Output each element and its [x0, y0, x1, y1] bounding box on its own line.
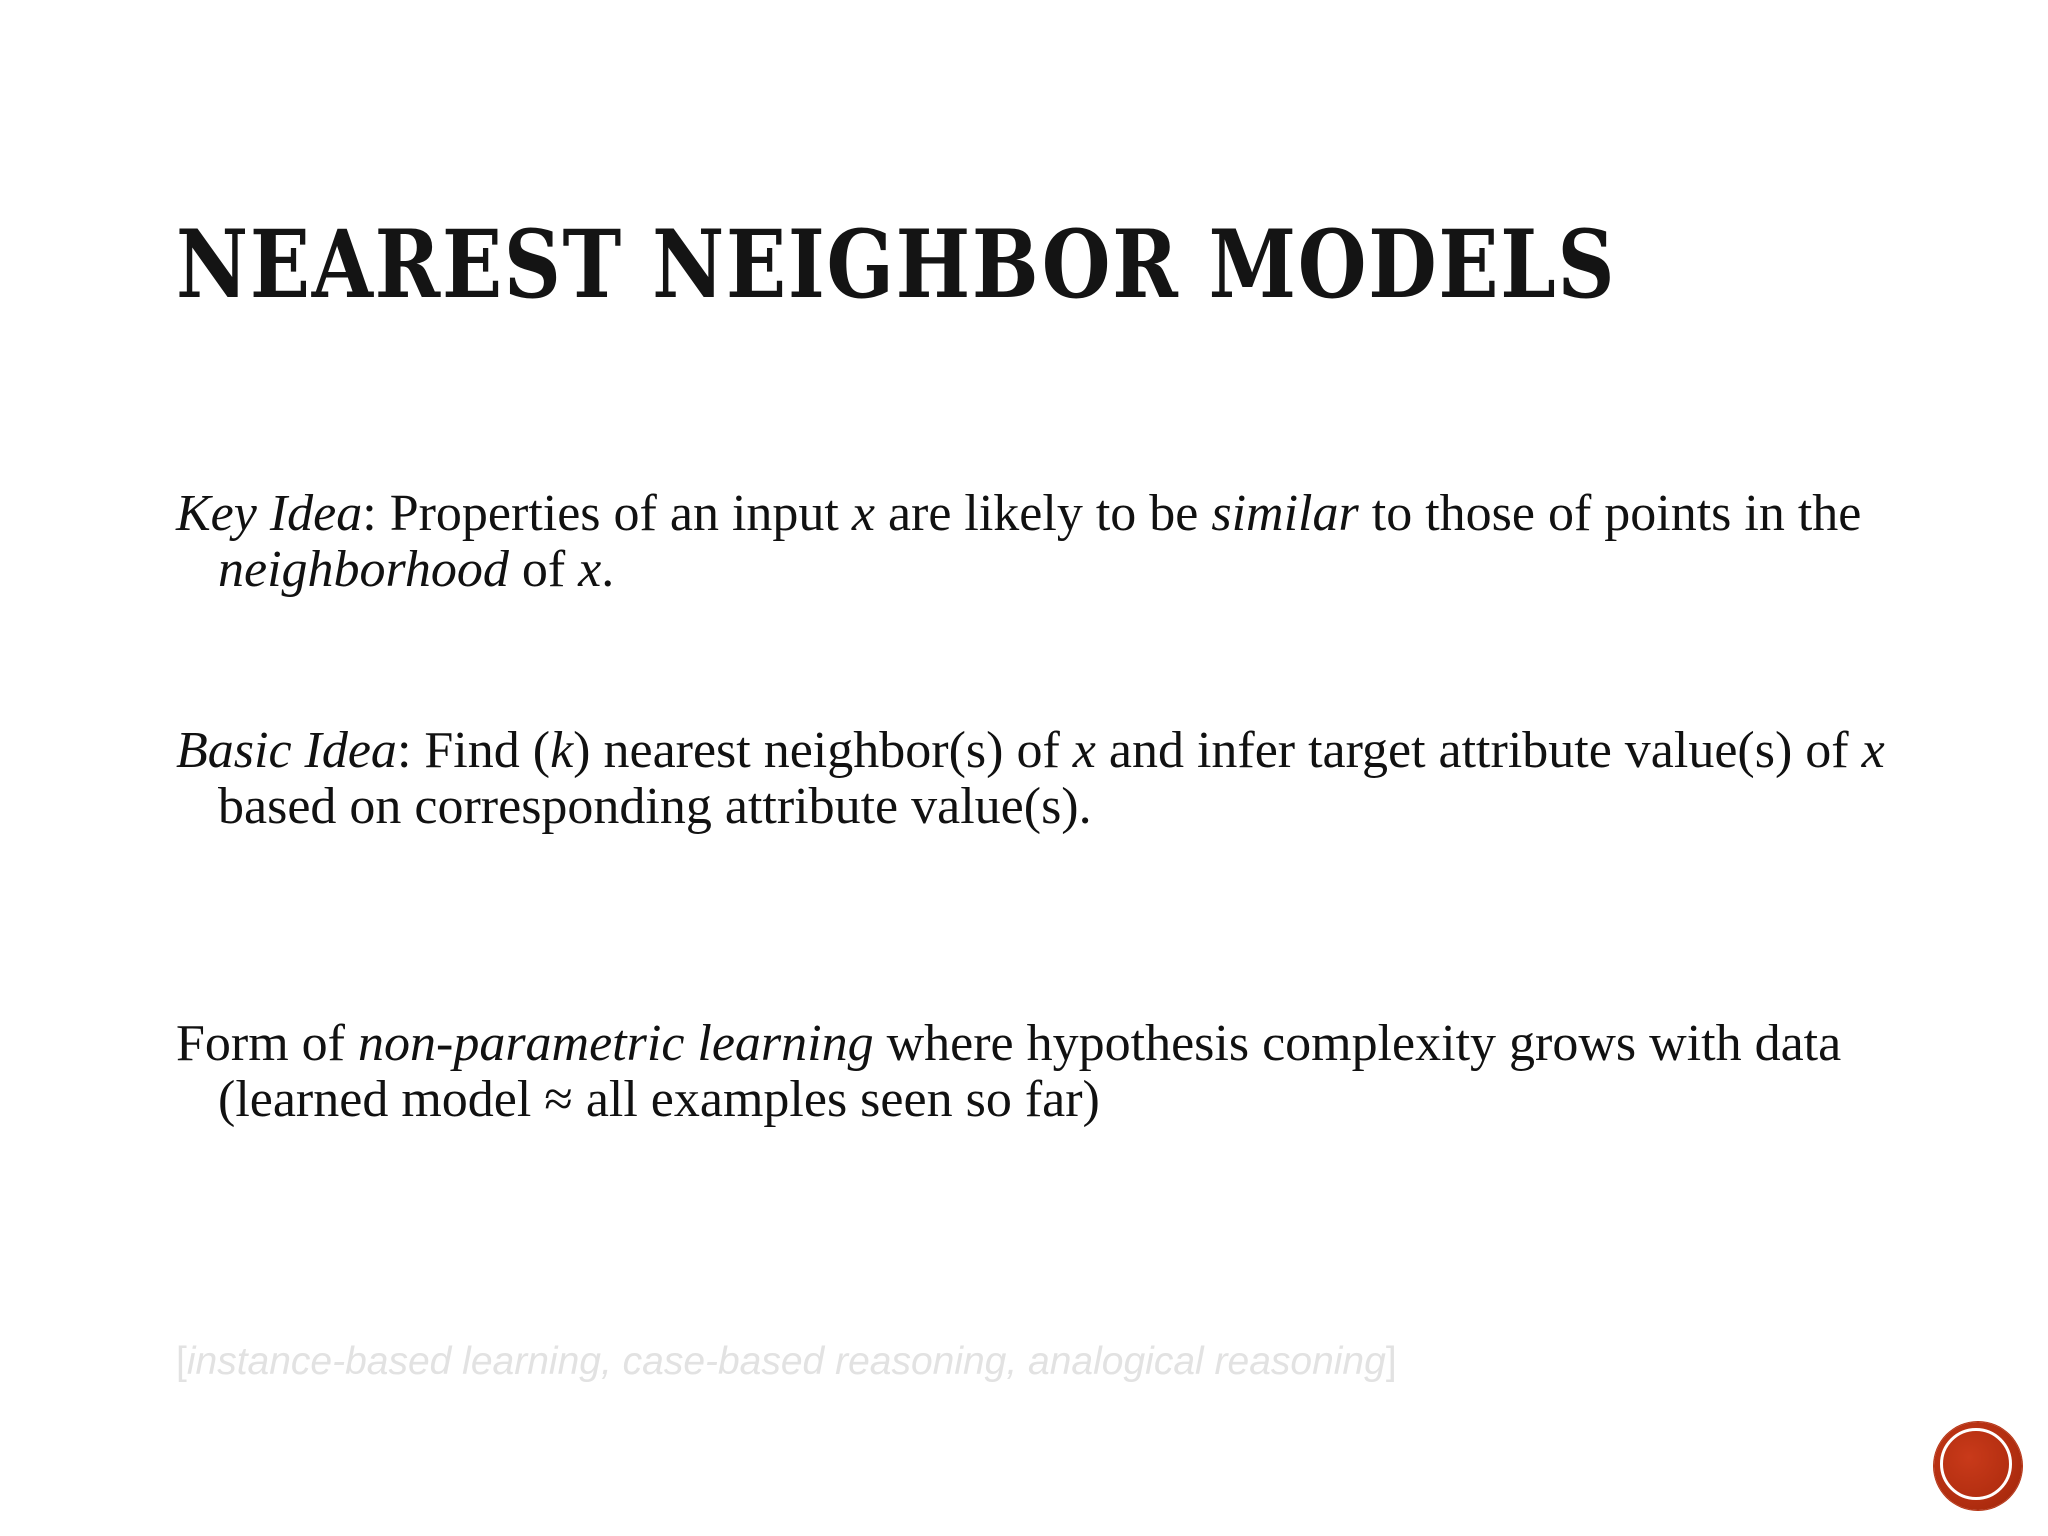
key-idea-paragraph: [176, 486, 1938, 598]
emphasis-similar: similar: [1211, 485, 1359, 542]
close-bracket: ]: [1385, 1340, 1397, 1383]
nonparametric-paragraph: [176, 1016, 1938, 1128]
text-segment: are likely to be: [874, 485, 1212, 542]
text-segment: Form of: [176, 1015, 358, 1072]
open-bracket: [: [176, 1340, 187, 1383]
text-segment: and infer target attribute value(s) of: [1095, 722, 1862, 779]
corner-circle-icon: [1934, 1422, 2022, 1510]
variable-x: x: [578, 541, 602, 598]
variable-x: x: [1861, 722, 1885, 779]
related-terms: instance-based learning, case-based reasoning, analogical reasoning: [186, 1340, 1386, 1383]
text-segment: based on corresponding attribute value(s).: [218, 778, 1092, 835]
variable-k: k: [550, 722, 574, 779]
slide-title: NEAREST NEIGHBOR MODELS: [176, 210, 1617, 320]
text-segment: where hypothesis complexity grows with data (learned model ≈ all examples seen so far): [218, 1015, 1842, 1128]
footnote-related-terms: [176, 1338, 1397, 1386]
key-idea-label: Key Idea: [176, 485, 363, 542]
emphasis-nonparametric: non-parametric learning: [358, 1015, 874, 1072]
variable-x: x: [1072, 722, 1096, 779]
corner-circle-ring: [1940, 1428, 2012, 1500]
emphasis-neighborhood: neighborhood: [218, 541, 509, 598]
text-segment: : Find (: [396, 722, 551, 779]
text-segment: ) nearest neighbor(s) of: [573, 722, 1073, 779]
text-segment: to those of points in the: [1358, 485, 1862, 542]
basic-idea-paragraph: [176, 723, 1938, 835]
text-segment: : Properties of an input: [362, 485, 852, 542]
text-segment: of: [508, 541, 579, 598]
variable-x: x: [851, 485, 875, 542]
basic-idea-label: Basic Idea: [176, 722, 397, 779]
text-segment: .: [601, 541, 615, 598]
